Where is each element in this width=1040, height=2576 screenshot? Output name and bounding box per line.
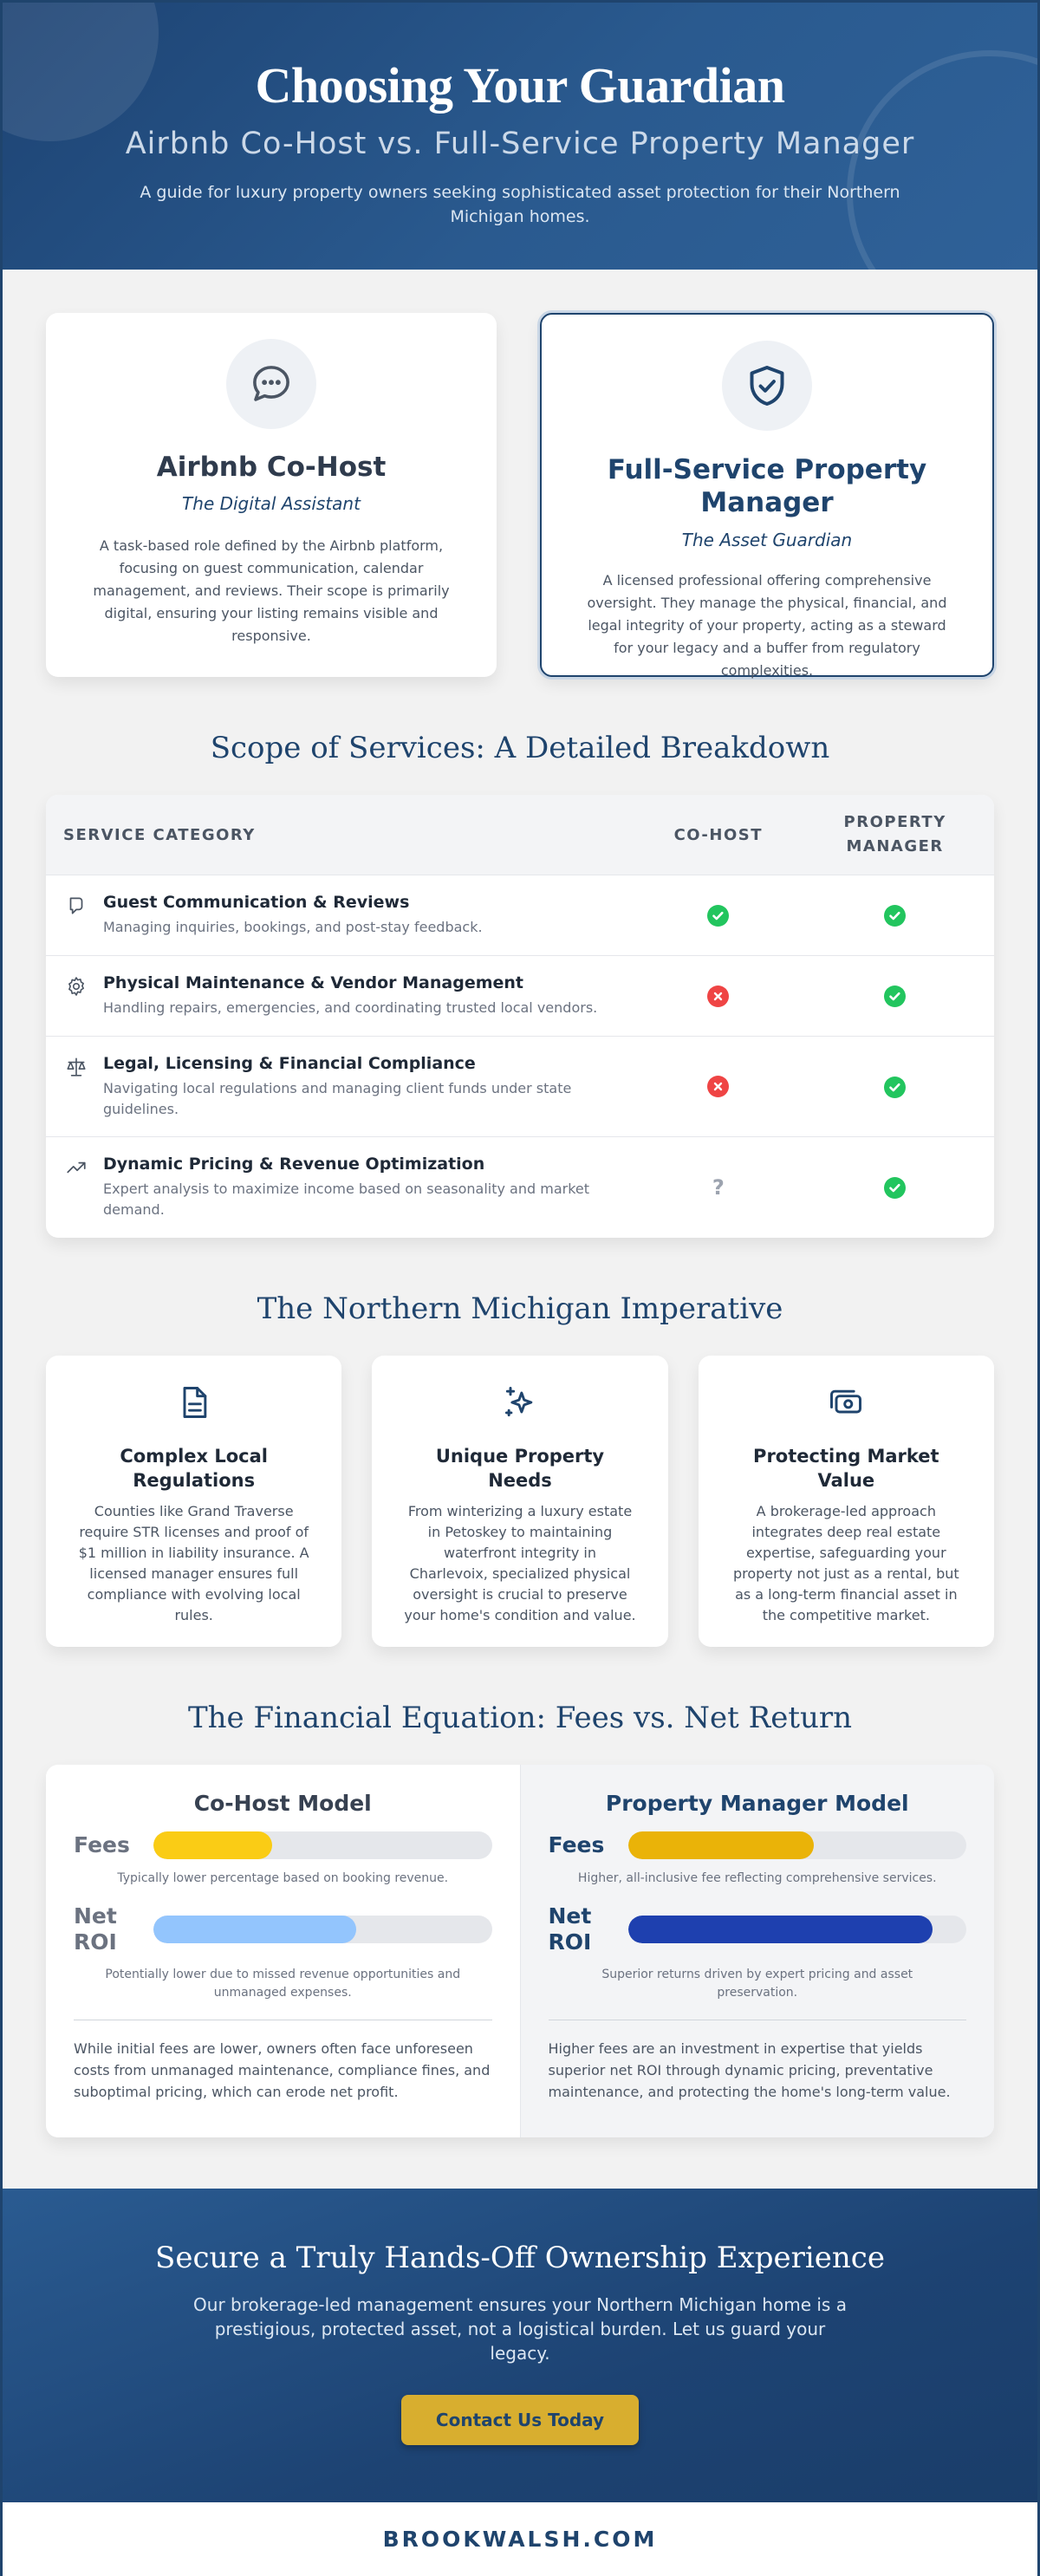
header-manager: PROPERTY MANAGER	[843, 813, 946, 855]
cohost-model	[46, 1765, 521, 2137]
row-title: Physical Maintenance & Vendor Management	[103, 973, 524, 992]
roi-bar-fill	[628, 1916, 933, 1943]
card-text: Counties like Grand Traverse require STR licenses and proof of $1 million in liability insurance. A licensed manager ensures full compliance with evolving local rules.	[78, 1503, 309, 1623]
table-row	[46, 955, 994, 1036]
check-icon	[884, 1177, 906, 1199]
imperative-section-title: The Northern Michigan Imperative	[257, 1291, 783, 1326]
fees-note: Typically lower percentage based on booking revenue.	[117, 1871, 449, 1885]
roi-bar	[628, 1916, 967, 1943]
check-icon	[884, 905, 906, 927]
row-subtitle: Managing inquiries, bookings, and post-stay feedback.	[103, 919, 483, 935]
page-subtitle: Airbnb Co-Host vs. Full-Service Property Manager	[125, 127, 915, 161]
card-title: Protecting Market Value	[753, 1446, 939, 1491]
row-title: Legal, Licensing & Financial Compliance	[103, 1053, 476, 1073]
chat-bubble-icon	[226, 339, 316, 429]
cohost-title: Airbnb Co-Host	[156, 452, 387, 483]
table-row	[46, 1036, 994, 1136]
model-title: Co-Host Model	[193, 1791, 372, 1816]
cta-section	[3, 2189, 1037, 2502]
x-icon	[707, 986, 729, 1007]
scales-icon	[65, 1056, 88, 1078]
model-summary: Higher fees are an investment in expertise that yields superior net ROI through dynamic pricing, preventative maintenance, and protecting the home's long-term value.	[548, 2040, 951, 2100]
fees-bar-fill	[628, 1831, 815, 1859]
manager-title: Full-Service Property Manager	[607, 454, 927, 518]
hero-banner	[3, 3, 1037, 270]
roi-label: Net ROI	[74, 1903, 117, 1955]
model-title: Property Manager Model	[605, 1791, 909, 1816]
row-title: Dynamic Pricing & Revenue Optimization	[103, 1155, 485, 1174]
fees-note: Higher, all-inclusive fee reflecting comprehensive services.	[577, 1871, 937, 1885]
check-icon	[707, 905, 729, 927]
scope-section-title: Scope of Services: A Detailed Breakdown	[210, 731, 830, 765]
financial-comparison	[46, 1765, 994, 2137]
table-row	[46, 875, 994, 955]
roi-bar-fill	[153, 1916, 356, 1943]
table-row	[46, 1136, 994, 1238]
check-icon	[884, 986, 906, 1007]
trending-up-icon	[65, 1156, 88, 1179]
imperative-card	[46, 1356, 341, 1647]
cta-title: Secure a Truly Hands-Off Ownership Experience	[155, 2241, 885, 2275]
header-cohost: CO-HOST	[673, 825, 763, 844]
cohost-tagline: The Digital Assistant	[182, 493, 361, 514]
card-title: Unique Property Needs	[435, 1446, 605, 1491]
fees-label: Fees	[74, 1832, 130, 1857]
financial-section-title: The Financial Equation: Fees vs. Net Return	[187, 1701, 853, 1735]
model-summary: While initial fees are lower, owners often face unforeseen costs from unmanaged maintenance, compliance fines, and suboptimal pricing, which can erode net profit.	[74, 2040, 491, 2100]
cash-icon	[827, 1383, 865, 1421]
manager-description: A licensed professional offering comprehensive oversight. They manage the physical, financial, and legal integrity of your property, acting as a steward for your legacy and a buffer from regulatory complexities.	[587, 572, 947, 679]
chat-icon	[65, 894, 88, 917]
manager-tagline: The Asset Guardian	[681, 530, 853, 550]
x-icon	[707, 1076, 729, 1097]
document-icon	[175, 1383, 213, 1421]
cta-text: Our brokerage-led management ensures your Northern Michigan home is a prestigious, protected asset, not a logistical burden. Let us guard your legacy.	[193, 2294, 847, 2364]
row-subtitle: Navigating local regulations and managing client funds under state guidelines.	[103, 1079, 572, 1117]
row-subtitle: Expert analysis to maximize income based on seasonality and market demand.	[103, 1181, 590, 1218]
fees-bar-fill	[153, 1831, 272, 1859]
manager-model	[521, 1765, 995, 2137]
row-subtitle: Handling repairs, emergencies, and coordinating trusted local vendors.	[103, 999, 598, 1016]
fees-bar	[628, 1831, 967, 1859]
manager-card	[540, 313, 994, 677]
cohost-description: A task-based role defined by the Airbnb platform, focusing on guest communication, calendar management, and reviews. Their scope is primarily digital, ensuring your listing remains visible and responsive.	[93, 537, 450, 644]
roi-note: Superior returns driven by expert pricing and asset preservation.	[601, 1968, 913, 2000]
footer-brand[interactable]: BROOKWALSH.COM	[3, 2502, 1037, 2576]
imperative-cards	[46, 1356, 994, 1647]
question-mark-icon: ?	[712, 1174, 725, 1200]
card-title: Complex Local Regulations	[120, 1446, 268, 1491]
roi-note: Potentially lower due to missed revenue opportunities and unmanaged expenses.	[105, 1968, 461, 2000]
gear-icon	[65, 975, 88, 998]
row-title: Guest Communication & Reviews	[103, 893, 410, 912]
role-comparison	[3, 270, 1037, 677]
fees-label: Fees	[548, 1832, 605, 1857]
page-title: Choosing Your Guardian	[255, 57, 785, 114]
header-category: SERVICE CATEGORY	[63, 825, 256, 844]
imperative-card	[372, 1356, 667, 1647]
scope-table	[46, 795, 994, 1238]
contact-us-button[interactable]: Contact Us Today	[401, 2395, 639, 2445]
table-header	[46, 795, 994, 875]
fees-bar	[153, 1831, 492, 1859]
imperative-card	[699, 1356, 994, 1647]
shield-check-icon	[722, 341, 812, 431]
roi-bar	[153, 1916, 492, 1943]
sparkles-icon	[501, 1383, 539, 1421]
cohost-card	[46, 313, 497, 677]
card-text: From winterizing a luxury estate in Petoskey to maintaining waterfront integrity in Charlevoix, specialized physical oversight is crucial to preserve your home's condition and value.	[404, 1503, 636, 1623]
check-icon	[884, 1077, 906, 1098]
roi-label: Net ROI	[548, 1903, 592, 1955]
page-intro: A guide for luxury property owners seeking sophisticated asset protection for their Northern Michigan homes.	[140, 183, 900, 226]
card-text: A brokerage-led approach integrates deep real estate expertise, safeguarding your property not just as a rental, but as a long-term financial asset in the competitive market.	[732, 1503, 959, 1623]
